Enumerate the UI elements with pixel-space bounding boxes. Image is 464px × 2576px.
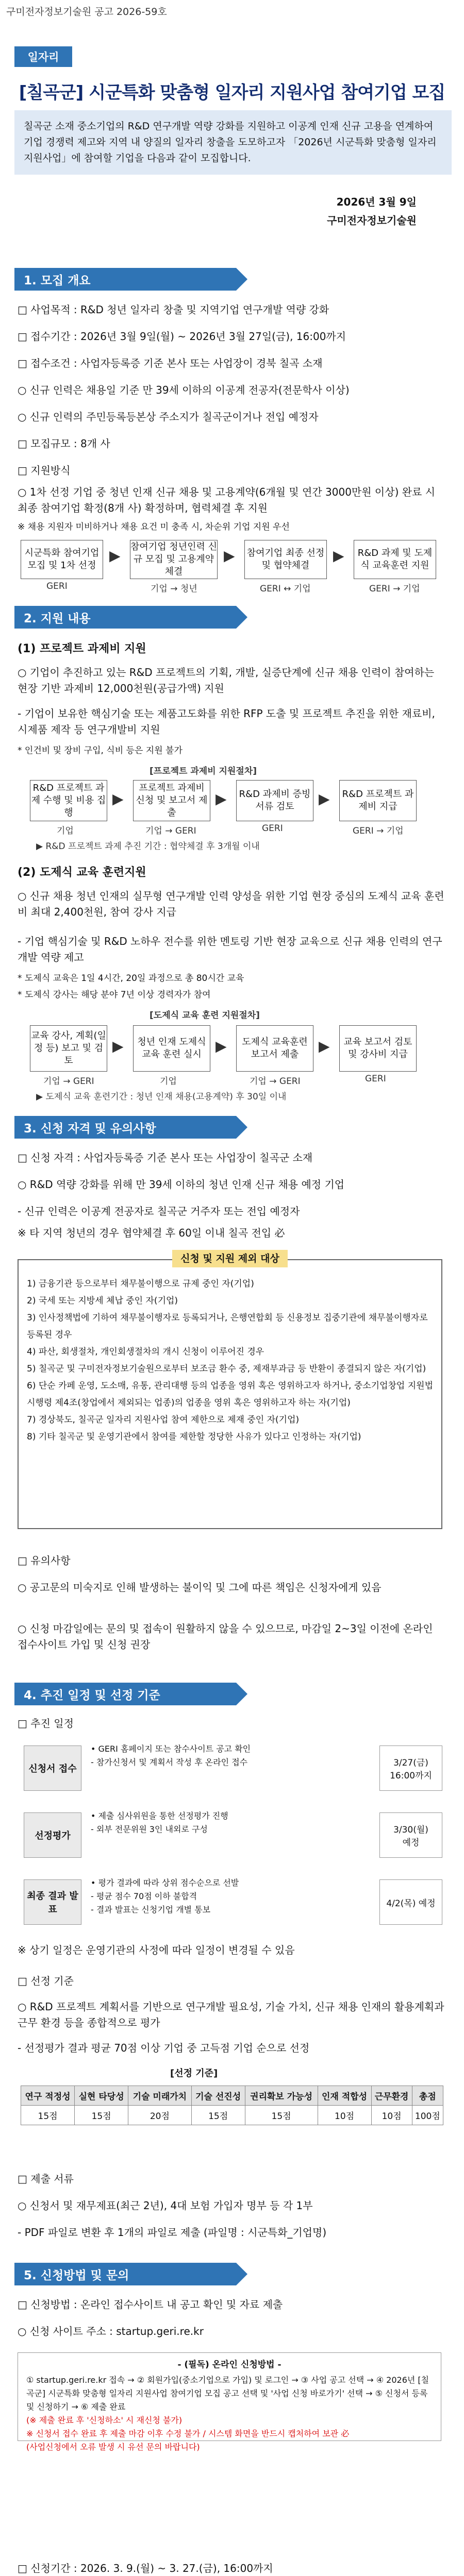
table-header-cell: 총점 (412, 2086, 443, 2106)
table-cell: 20점 (128, 2106, 191, 2125)
flow-arrow-icon: ▶ (109, 547, 121, 564)
schedule-step-date: 3/30(월) 예정 (379, 1812, 442, 1858)
schedule-step-date: 3/27(금) 16:00까지 (379, 1745, 442, 1791)
support-subheading-1: (1) 프로젝트 과제비 지원 (18, 642, 146, 655)
schedule-step-date: 4/2(목) 예정 (379, 1879, 442, 1925)
schedule-step-label: 선정평가 (24, 1812, 81, 1858)
online-guide-warning-2: ※ 신청서 접수 완료 후 제출 마감 이후 수정 불가 / 시스템 화면을 반드시 캡처하여 보관 必 (26, 2429, 350, 2438)
caution-item-1: ○ 공고문의 미숙지로 인해 발생하는 불이익 및 그에 따른 책임은 신청자에게 있음 (18, 1581, 382, 1594)
support-flow-step-3: R&D 과제비 증빙 서류 검토 (236, 780, 313, 821)
schedule-step-desc: • 평가 결과에 따라 상위 점수순으로 선발 - 평균 점수 70점 이하 불합격 - 결과 발표는 신청기업 개별 통보 (91, 1878, 239, 1914)
apply-site: ○ 신청 사이트 주소 : startup.geri.re.kr (18, 2325, 204, 2337)
section-heading-3: 3. 신청 자격 및 유의사항 (14, 1116, 236, 1139)
criteria-text-2: - 선정평가 결과 평균 70점 이상 기업 중 고득점 기업 순으로 선정 (18, 2042, 310, 2054)
eligibility-qualification: □ 신청 자격 : 사업자등록증 기준 본사 또는 사업장이 칠곡군 소재 (18, 1151, 313, 1164)
support-flow-step-3-actor: GERI (262, 823, 283, 834)
flow-arrow-icon: ▶ (319, 1038, 330, 1055)
table-cell: 15점 (245, 2106, 318, 2125)
flow-step-3-actor: GERI ↔ 기업 (260, 584, 311, 594)
online-guide-warning-3: (사업신청에서 오류 발생 시 유선 문의 바랍니다) (26, 2442, 200, 2452)
training-flow-step-2-actor: 기업 (160, 1076, 177, 1087)
support-flow-step-4: R&D 프로젝트 과제비 지급 (339, 780, 417, 821)
criteria-text-1: ○ R&D 프로젝트 계획서를 기반으로 연구개발 필요성, 기술 가치, 신규 채용 인재의 활용계획과 근무 환경 등을 종합적으로 평가 (18, 2001, 444, 2029)
flow-step-2: 참여기업 청년인력 신규 모집 및 고용계약 체결 (130, 540, 218, 579)
page-title: [칠곡군] 시군특화 맞춤형 일자리 지원사업 참여기업 모집 (19, 82, 445, 103)
schedule-row-3 (24, 1870, 442, 1932)
exclusion-box-title: 신청 및 지원 제외 대상 (19, 1251, 441, 1265)
section-heading-2: 2. 지원 내용 (14, 606, 236, 629)
support-text-1: ○ 기업이 추진하고 있는 R&D 프로젝트의 기획, 개발, 실증단계에 신규 채용 인력이 참여하는 현장 기반 과제비 12,000천원(공급가액) 지원 (18, 666, 435, 694)
documents-item-2: - PDF 파일로 변환 후 1개의 파일로 제출 (파일명 : 시군특화_기업명) (18, 2226, 327, 2239)
exclusion-item: 7) 경상북도, 칠곡군 일자리 지원사업 참여 제한으로 제재 중인 자(기업) (27, 1415, 300, 1425)
support-subheading-2: (2) 도제식 교육 훈련지원 (18, 866, 146, 879)
organization-name: 구미전자정보기술원 (327, 214, 417, 227)
exclusion-item: 4) 파산, 회생절차, 개인회생절차의 개시 신청이 이루어진 경우 (27, 1347, 264, 1357)
criteria-table-title: [선정 기준] (170, 2068, 218, 2079)
support-flow-step-2: 프로젝트 과제비 신청 및 보고서 제출 (133, 780, 210, 821)
schedule-note: ※ 상기 일정은 운영기관의 사정에 따라 일정이 변경될 수 있음 (18, 1944, 295, 1956)
support-text-6: * 도제식 교육은 1일 4시간, 20일 과정으로 총 80시간 교육 (18, 973, 244, 984)
category-badge: 일자리 (14, 46, 72, 67)
documents-item-1: ○ 신청서 및 재무제표(최근 2년), 4대 보험 가입자 명부 등 각 1부 (18, 2199, 313, 2212)
table-cell: 15점 (191, 2106, 245, 2125)
eligibility-item-1: ○ R&D 역량 강화를 위해 만 39세 이하의 청년 인재 신규 채용 예정 기업 (18, 1178, 345, 1191)
schedule-step-desc: • 제출 심사위원을 통한 선정평가 진행 - 외부 전문위원 3인 내외로 구성 (91, 1811, 228, 1834)
schedule-step-desc: • GERI 홈페이지 또는 참수사이트 공고 확인 - 참가신청서 및 계획서 작성 후 온라인 접수 (91, 1744, 251, 1767)
schedule-heading: □ 추진 일정 (18, 1717, 74, 1730)
support-text-2: - 기업이 보유한 핵심기술 또는 제품고도화를 위한 RFP 도출 및 프로젝트 추진을 위한 재료비, 시제품 제작 등 연구개발비 지원 (18, 707, 435, 736)
table-cell: 10점 (318, 2106, 371, 2125)
table-cell: 10점 (371, 2106, 412, 2125)
table-cell: 15점 (75, 2106, 128, 2125)
flow-arrow-icon: ▶ (319, 790, 330, 807)
overview-method: □ 지원방식 (18, 464, 71, 477)
table-header-cell: 실현 타당성 (75, 2086, 128, 2106)
table-header-cell: 기술 미래가치 (128, 2086, 191, 2106)
table-header-cell: 연구 적정성 (21, 2086, 75, 2106)
exclusion-box (18, 1253, 442, 1529)
support-flow-step-1: R&D 프로젝트 과제 수행 및 비용 집행 (30, 780, 107, 821)
summary-box: 칠곡군 소재 중소기업의 R&D 연구개발 역량 강화를 지원하고 이공계 인재 신규 고용을 연계하여 기업 경쟁력 제고와 지역 내 양질의 일자리 창출을 도모하고자 「2026년 시군특화 맞춤형 일자리 지원사업」에 참여할 기업을 다음과 같이 모집합니다. (14, 110, 452, 175)
table-header-cell: 기술 선진성 (191, 2086, 245, 2106)
support-text-7: * 도제식 강사는 해당 분야 7년 이상 경력자가 참여 (18, 990, 211, 1000)
eligibility-item-3: ※ 타 지역 청년의 경우 협약체결 후 60일 이내 칠곡 전입 必 (18, 1227, 285, 1239)
overview-scale: □ 모집규모 : 8개 사 (18, 437, 110, 450)
support-flow-step-4-actor: GERI → 기업 (353, 826, 404, 836)
flow-step-1-actor: GERI (46, 581, 68, 591)
criteria-heading: □ 선정 기준 (18, 1975, 74, 1987)
online-guide-box (18, 2352, 441, 2452)
schedule-row-1 (24, 1736, 442, 1798)
apply-method: □ 신청방법 : 온라인 접수사이트 내 공고 확인 및 자료 제출 (18, 2298, 283, 2311)
criteria-table (21, 2086, 443, 2125)
flow-step-4-actor: GERI → 기업 (369, 584, 420, 594)
overview-method-detail: ○ 1차 선정 기업 중 청년 인재 신규 채용 및 고용계약(6개월 및 연간 3000만원 이상) 완료 시 최종 참여기업 확정(8개 사) 확정하며, 협력체결 후 지원 (18, 486, 436, 514)
support-flow-step-2-actor: 기업 → GERI (145, 826, 196, 836)
notice-date: 2026년 3월 9일 (336, 196, 417, 208)
overview-condition-1: ○ 신규 인력은 채용일 기준 만 39세 이하의 이공계 전공자(전문학사 이상) (18, 384, 350, 396)
exclusion-item: 5) 칠곡군 및 구미전자정보기술원으로부터 보조금 환수 중, 제재부과금 등 반환이 종결되지 않은 자(기업) (27, 1364, 426, 1374)
flow-step-1: 시군특화 참여기업 모집 및 1차 선정 (21, 540, 103, 579)
support-flow-title: [프로젝트 과제비 지원절차] (150, 766, 257, 776)
flow-arrow-icon: ▶ (112, 790, 124, 807)
exclusion-item: 6) 단순 카페 운영, 도소매, 유통, 관리대행 등의 업종을 영위 혹은 영위하고자 하거나, 중소기업창업 지원법 시행령 제4조(창업에서 제외되는 업종)의 업종을 영위 혹은 영위하고자 하는 자(기업) (27, 1381, 434, 1408)
online-guide-body (26, 2374, 434, 2454)
support-text-4: ○ 신규 채용 청년 인재의 실무형 연구개발 인력 양성을 위한 기업 현장 중심의 도제식 교육 훈련비 최대 2,400천원, 참여 강사 지급 (18, 890, 444, 918)
overview-condition: □ 접수조건 : 사업자등록증 기준 본사 또는 사업장이 경북 칠곡 소재 (18, 357, 323, 369)
table-header-cell: 근무환경 (371, 2086, 412, 2106)
training-flow-step-1-actor: 기업 → GERI (43, 1076, 94, 1087)
section-heading-5: 5. 신청방법 및 문의 (14, 2263, 236, 2285)
section-heading-1: 1. 모집 개요 (14, 268, 236, 291)
training-flow-step-4: 교육 보고서 검토 및 강사비 지급 (339, 1025, 417, 1072)
support-flow2-title: [도제식 교육 훈련 지원절차] (150, 1010, 260, 1021)
flow-arrow-icon: ▶ (216, 1038, 227, 1055)
support-flow-step-1-actor: 기업 (57, 826, 74, 836)
schedule-step-label: 최종 결과 발표 (24, 1879, 81, 1925)
training-flow-step-2: 청년 인재 도제식 교육 훈련 실시 (133, 1025, 210, 1072)
table-header-cell: 권리확보 가능성 (245, 2086, 318, 2106)
online-guide-steps: ① startup.geri.re.kr 접속 → ② 회원가입(중소기업으로 가입) 및 로그인 → ③ 사업 공고 선택 → ④ 2026년 [칠곡군] 시군특화 맞춤형 일자리 지원사업 참여기업 모집 공고 선택 및 '사업 신청 바로가기' 선택 → ⑤ 신청서 등록 및 신청하기 → ⑥ 제출 완료 (26, 2375, 429, 2412)
training-flow-step-3-actor: 기업 → GERI (250, 1076, 301, 1087)
flow-step-2-actor: 기업 → 청년 (151, 584, 197, 594)
online-guide-warning-1: (※ 제출 완료 후 '신청하소' 시 재신청 불가) (26, 2415, 183, 2425)
schedule-step-label: 신청서 접수 (24, 1745, 81, 1791)
exclusion-list (27, 1276, 434, 1446)
caution-item-2: ○ 신청 마감일에는 문의 및 접속이 원활하지 않을 수 있으므로, 마감일 2~3일 이전에 온라인 접수사이트 가입 및 신청 권장 (18, 1622, 433, 1651)
training-flow-step-4-actor: GERI (365, 1074, 386, 1084)
training-flow-step-3: 도제식 교육훈련 보고서 제출 (236, 1025, 313, 1072)
section-heading-4: 4. 추진 일정 및 선정 기준 (14, 1683, 236, 1705)
overview-purpose: □ 사업목적 : R&D 청년 일자리 창출 및 지역기업 연구개발 역량 강화 (18, 303, 329, 316)
overview-period: □ 접수기간 : 2026년 3월 9일(월) ~ 2026년 3월 27일(금), 16:00까지 (18, 330, 346, 343)
flow-arrow-icon: ▶ (216, 790, 227, 807)
eligibility-item-2: - 신규 인력은 이공계 전공자로 칠곡군 거주자 또는 전입 예정자 (18, 1205, 300, 1217)
exclusion-item: 3) 인사정책법에 기하여 채무불이행자로 등록되거나, 은행연합회 등 신용정보 집중기관에 채무불이행자로 등록된 경우 (27, 1313, 428, 1340)
flow-step-3: 참여기업 최종 선정 및 협약체결 (244, 540, 327, 579)
exclusion-item: 2) 국세 또는 지방세 체납 중인 자(기업) (27, 1296, 178, 1306)
support-flow2-note: ▶ 도제식 교육 훈련기간 : 청년 인재 채용(고용계약) 후 30일 이내 (36, 1092, 287, 1102)
exclusion-item: 8) 기타 칠곡군 및 운영기관에서 참여를 제한할 정당한 사유가 있다고 인정하는 자(기업) (27, 1432, 361, 1442)
flow-arrow-icon: ▶ (224, 547, 235, 564)
schedule-row-2 (24, 1803, 442, 1865)
overview-condition-2: ○ 신규 인력의 주민등록등본상 주소지가 칠곡군이거나 전입 예정자 (18, 411, 319, 423)
documents-heading: □ 제출 서류 (18, 2173, 74, 2185)
support-text-5: - 기업 핵심기술 및 R&D 노하우 전수를 위한 멘토링 기반 현장 교육으로 신규 채용 인력의 연구개발 역량 제고 (18, 935, 442, 963)
table-cell: 15점 (21, 2106, 75, 2125)
table-header-cell: 인재 적합성 (318, 2086, 371, 2106)
table-row (21, 2106, 443, 2125)
flow-arrow-icon: ▶ (333, 547, 344, 564)
support-text-3: * 인건비 및 장비 구입, 식비 등은 지원 불가 (18, 745, 183, 756)
table-header-row (21, 2086, 443, 2106)
table-cell: 100점 (412, 2106, 443, 2125)
flow-step-4: R&D 과제 및 도제식 교육훈련 지원 (354, 540, 436, 579)
overview-method-note: ※ 채용 지원자 미비하거나 채용 요건 미 충족 시, 차순위 기업 지원 우선 (18, 522, 290, 532)
training-flow-step-1: 교육 강사, 계획(일정 등) 보고 및 검토 (30, 1025, 107, 1072)
caution-heading: □ 유의사항 (18, 1554, 71, 1567)
online-guide-title: - (필독) 온라인 신청방법 - (177, 2360, 281, 2370)
notice-number: 구미전자정보기술원 공고 2026-59호 (6, 6, 167, 18)
flow-arrow-icon: ▶ (112, 1038, 124, 1055)
support-flow-note: ▶ R&D 프로젝트 과제 추진 기간 : 협약체결 후 3개월 이내 (36, 841, 260, 852)
apply-period: □ 신청기간 : 2026. 3. 9.(월) ~ 3. 27.(금), 16:00까지 (18, 2562, 273, 2574)
exclusion-item: 1) 금융기관 등으로부터 채무불이행으로 규제 중인 자(기업) (27, 1279, 254, 1289)
